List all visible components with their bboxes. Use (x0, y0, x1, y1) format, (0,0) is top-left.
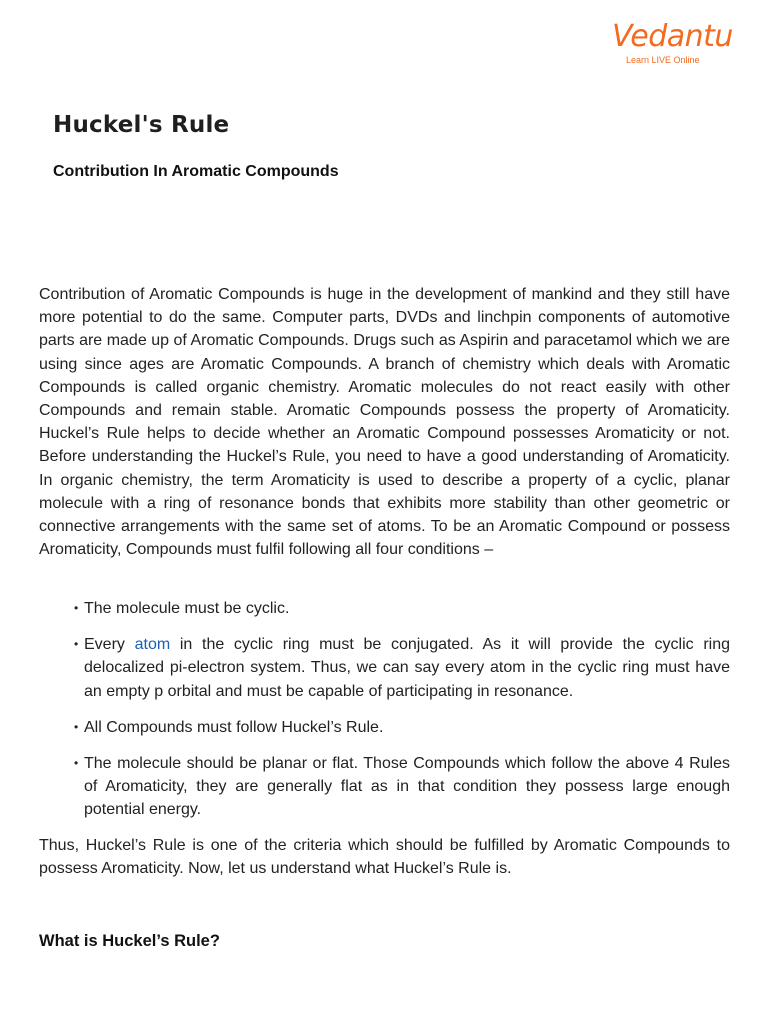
list-item-text: The molecule must be cyclic. (84, 600, 290, 617)
list-item (39, 633, 730, 703)
list-item (39, 752, 730, 822)
list-item-text-before: Every (84, 636, 135, 654)
bullet-icon: • (74, 756, 79, 771)
bullet-icon: • (74, 719, 79, 734)
list-item-text: All Compounds must follow Huckel’s Rule. (84, 718, 384, 736)
page-subtitle: Contribution In Aromatic Compounds (53, 163, 339, 180)
page-title: Huckel's Rule (53, 112, 230, 138)
list-item-text-after: in the cyclic ring must be conjugated. As it will provide the cyclic ring delocalized pi-electron system. Thus, we can say every atom in the cyclic ring must have an empty p orbital and must be capable of participating in resonance. (84, 636, 731, 700)
list-item (39, 597, 730, 620)
intro-paragraph: Contribution of Aromatic Compounds is huge in the development of mankind and they still have more potential to do the same. Computer parts, DVDs and linchpin components of automotive parts are made up of Aromatic Compounds. Drugs such as Aspirin and paracetamol which we are using since ages are Aromatic Compounds. A branch of chemistry which deals with Aromatic Compounds is called organic chemistry. Aromatic molecules do not react easily with other Compounds and remain stable. Aromatic Compounds possess the property of Aromaticity. Huckel’s Rule helps to decide whether an Aromatic Compound possesses Aromaticity or not. Before understanding the Huckel’s Rule, you need to have a good understanding of Aromaticity. In organic chemistry, the term Aromaticity is used to describe a property of a cyclic, planar molecule with a ring of resonance bonds that exhibits more stability than other geometric or connective arrangements with the same set of atoms. To be an Aromatic Compound or possess Aromaticity, Compounds must fulfil following all four conditions – (39, 286, 730, 559)
conclusion-paragraph: Thus, Huckel’s Rule is one of the criteria which should be fulfilled by Aromatic Compounds to possess Aromaticity. Now, let us understand what Huckel’s Rule is. (39, 837, 730, 878)
logo-tagline: Learn LIVE Online (626, 55, 700, 65)
list-item (39, 716, 730, 739)
conditions-list (39, 597, 730, 835)
logo-wordmark: Vedantu (612, 19, 733, 54)
list-item-text: The molecule should be planar or flat. Those Compounds which follow the above 4 Rules of Aromaticity, they are generally flat as in that condition they possess large enough potential energy. (84, 755, 730, 819)
bullet-icon: • (74, 637, 79, 652)
vedantu-logo[interactable] (612, 19, 733, 74)
section-heading: What is Huckel’s Rule? (39, 932, 220, 950)
bullet-icon: • (74, 601, 79, 615)
atom-link[interactable]: atom (134, 636, 171, 654)
